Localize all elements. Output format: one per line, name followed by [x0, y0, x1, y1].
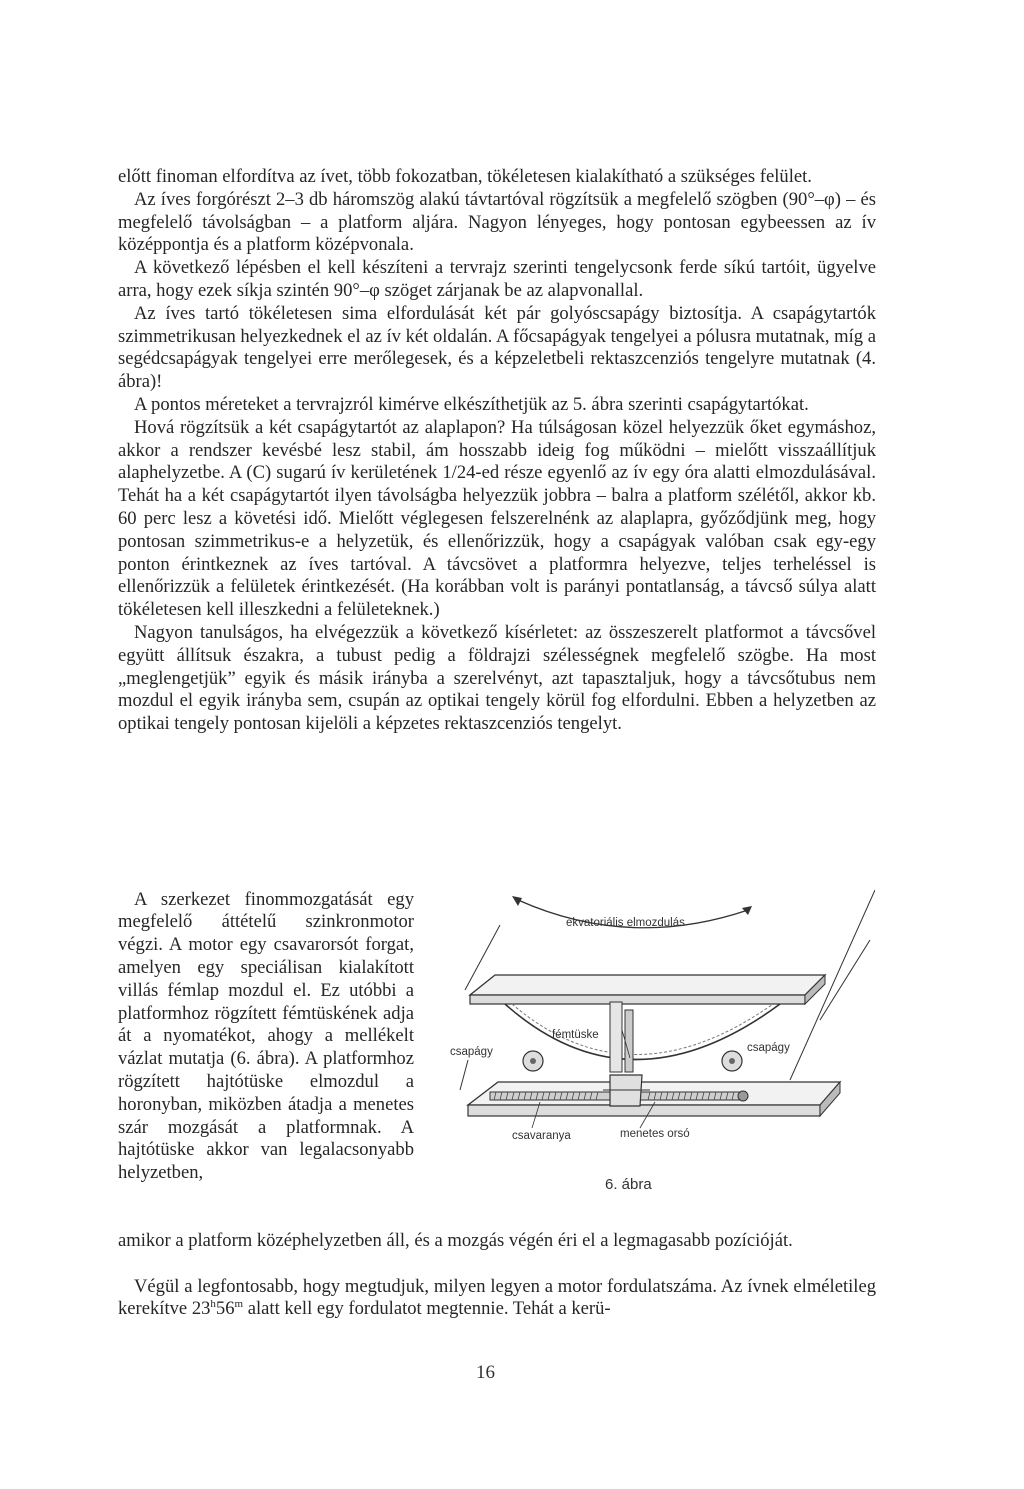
- bearing-right-hub: [729, 1058, 735, 1064]
- final-text-end: alatt kell egy fordulatot megtennie. Tehát a kerü-: [243, 1298, 611, 1320]
- base-edge: [468, 1105, 820, 1116]
- label-csavaranya: csavaranya: [512, 1130, 571, 1142]
- label-menetes-orso: menetes orsó: [620, 1128, 690, 1140]
- pin-holder: [610, 1002, 622, 1072]
- label-femtuske: fémtüske: [552, 1029, 599, 1041]
- label-csapagy-right: csapágy: [747, 1042, 790, 1054]
- platform-edge: [470, 995, 805, 1004]
- sup-m: m: [234, 1298, 244, 1311]
- frame-line: [460, 1060, 468, 1090]
- arc-support: [505, 1004, 780, 1060]
- arrow-head-right: [742, 906, 752, 915]
- paragraph: Nagyon tanulságos, ha elvégezzük a következő kísérletet: az összeszerelt platformot a távcsővel együtt állítsuk északra, a tubust pedig a földrajzi szélességnek megfelelő szögbe. Ha most „meglengetjük” egyik és másik irányba a szerelvényt, azt tapasztaljuk, hogy a távcsőtubus nem mozdul el egyik irányba sem, csupán az optikai tengely körül fog elfordulni. Ebben a helyzetben az optikai tengely pontosan kijelöli a képzetes rektaszcenziós tengelyt.: [118, 621, 876, 735]
- figure-6: [430, 880, 875, 1210]
- label-ekvatorialis: ekvatoriális elmozdulás: [566, 917, 685, 929]
- sup-h: h: [210, 1298, 216, 1311]
- frame-line: [820, 940, 870, 1020]
- paragraph: Az íves tartó tökéletesen sima elfordulását két pár golyóscsapágy biztosítja. A csapágytartók szimmetrikusan helyezkednek el az ív két oldalán. A főcsapágyak tengelyei a pólusra mutatnak, míg a segédcsapágyak tengelyei erre merőlegesek, és a képzeletbeli rektaszcenziós tengelyre mutatnak (4. ábra)!: [118, 302, 876, 393]
- final-text-mid: 56: [215, 1298, 235, 1320]
- figure-caption: 6. ábra: [605, 1176, 652, 1193]
- bearing-left-hub: [530, 1058, 536, 1064]
- platform-sketch: [430, 880, 875, 1210]
- rod-end: [738, 1091, 748, 1101]
- page-number: 16: [476, 1362, 495, 1383]
- paragraph: előtt finoman elfordítva az ívet, több fokozatban, tökéletesen kialakítható a szükséges felület.: [118, 166, 812, 187]
- label-csapagy-left: csapágy: [450, 1046, 493, 1058]
- paragraph: Az íves forgórészt 2–3 db háromszög alakú távtartóval rögzítsük a megfelelő szögben (90°–φ) – és megfelelő távolságban – a platform aljára. Nagyon lényeges, hogy pontosan egybeessen az ív középpontja és a platform középvonala.: [118, 188, 876, 256]
- paragraph: A pontos méreteket a tervrajzról kimérve elkészíthetjük az 5. ábra szerinti csapágytartókat.: [134, 393, 809, 415]
- paragraph: Hová rögzítsük a két csapágytartót az alaplapon? Ha túlságosan közel helyezzük őket egymáshoz, akkor a rendszer kevésbé lesz stabil, ám hosszabb ideig fog működni – mielőtt visszaállítjuk alaphelyzetbe. A (C) sugarú ív kerületének 1/24-ed része egyenlő az ív egy óra alatti elmozdulásával. Tehát ha a két csapágytartót ilyen távolságba helyezzük jobbra – balra a platform szélétől, akkor kb. 60 perc lesz a követési idő. Mielőtt véglegesen felszerelnénk az alaplapra, győződjünk meg, hogy pontosan szimmetrikus-e a helyzetük, és ellenőrizzük, hogy a csapágyak valóban csak egy-egy ponton érintkeznek az íves tartóval. A távcsövet a platformra helyezve, teljes terheléssel is ellenőrizzük a felületek érintkezését. (Ha korábban volt is parányi pontatlanság, a távcső súlya alatt tökéletesen kell illeszkedni a felületeknek.): [118, 416, 876, 621]
- paragraph-motor-end: amikor a platform középhelyzetben áll, és a mozgás végén éri el a legmagasabb pozícióját.: [118, 1229, 793, 1251]
- paragraph: A következő lépésben el kell készíteni a tervrajz szerinti tengelycsonk ferde síkú tartóit, ügyelve arra, hogy ezek síkja szintén 90°–φ szöget zárjanak be az alapvonallal.: [118, 257, 876, 301]
- paragraph-final: [118, 1276, 876, 1322]
- platform-top: [470, 975, 825, 995]
- paragraph-motor: A szerkezet finommozgatását egy megfelelő áttételű szinkronmotor végzi. A motor egy csavarorsót forgat, amelyen egy speciálisan kialakított villás fémlap mozdul el. Ez utóbbi a platformhoz rögzített fémtüskének adja át a nyomatékot, ahogy a mellékelt vázlat mutatja (6. ábra). A platformhoz rögzített hajtótüske elmozdul a horonyban, miközben átadja a menetes szár mozgását a platformnak. A hajtótüske akkor van legalacsonyabb helyzetben,: [118, 888, 414, 1184]
- arrow-head-left: [512, 896, 522, 906]
- final-text-start: Végül a legfontosabb, hogy megtudjuk, milyen legyen a motor fordulatszáma. Az ívnek elméletileg kerekítve 23: [118, 1275, 876, 1320]
- main-text: [118, 166, 876, 736]
- fork-plate: [625, 1010, 633, 1072]
